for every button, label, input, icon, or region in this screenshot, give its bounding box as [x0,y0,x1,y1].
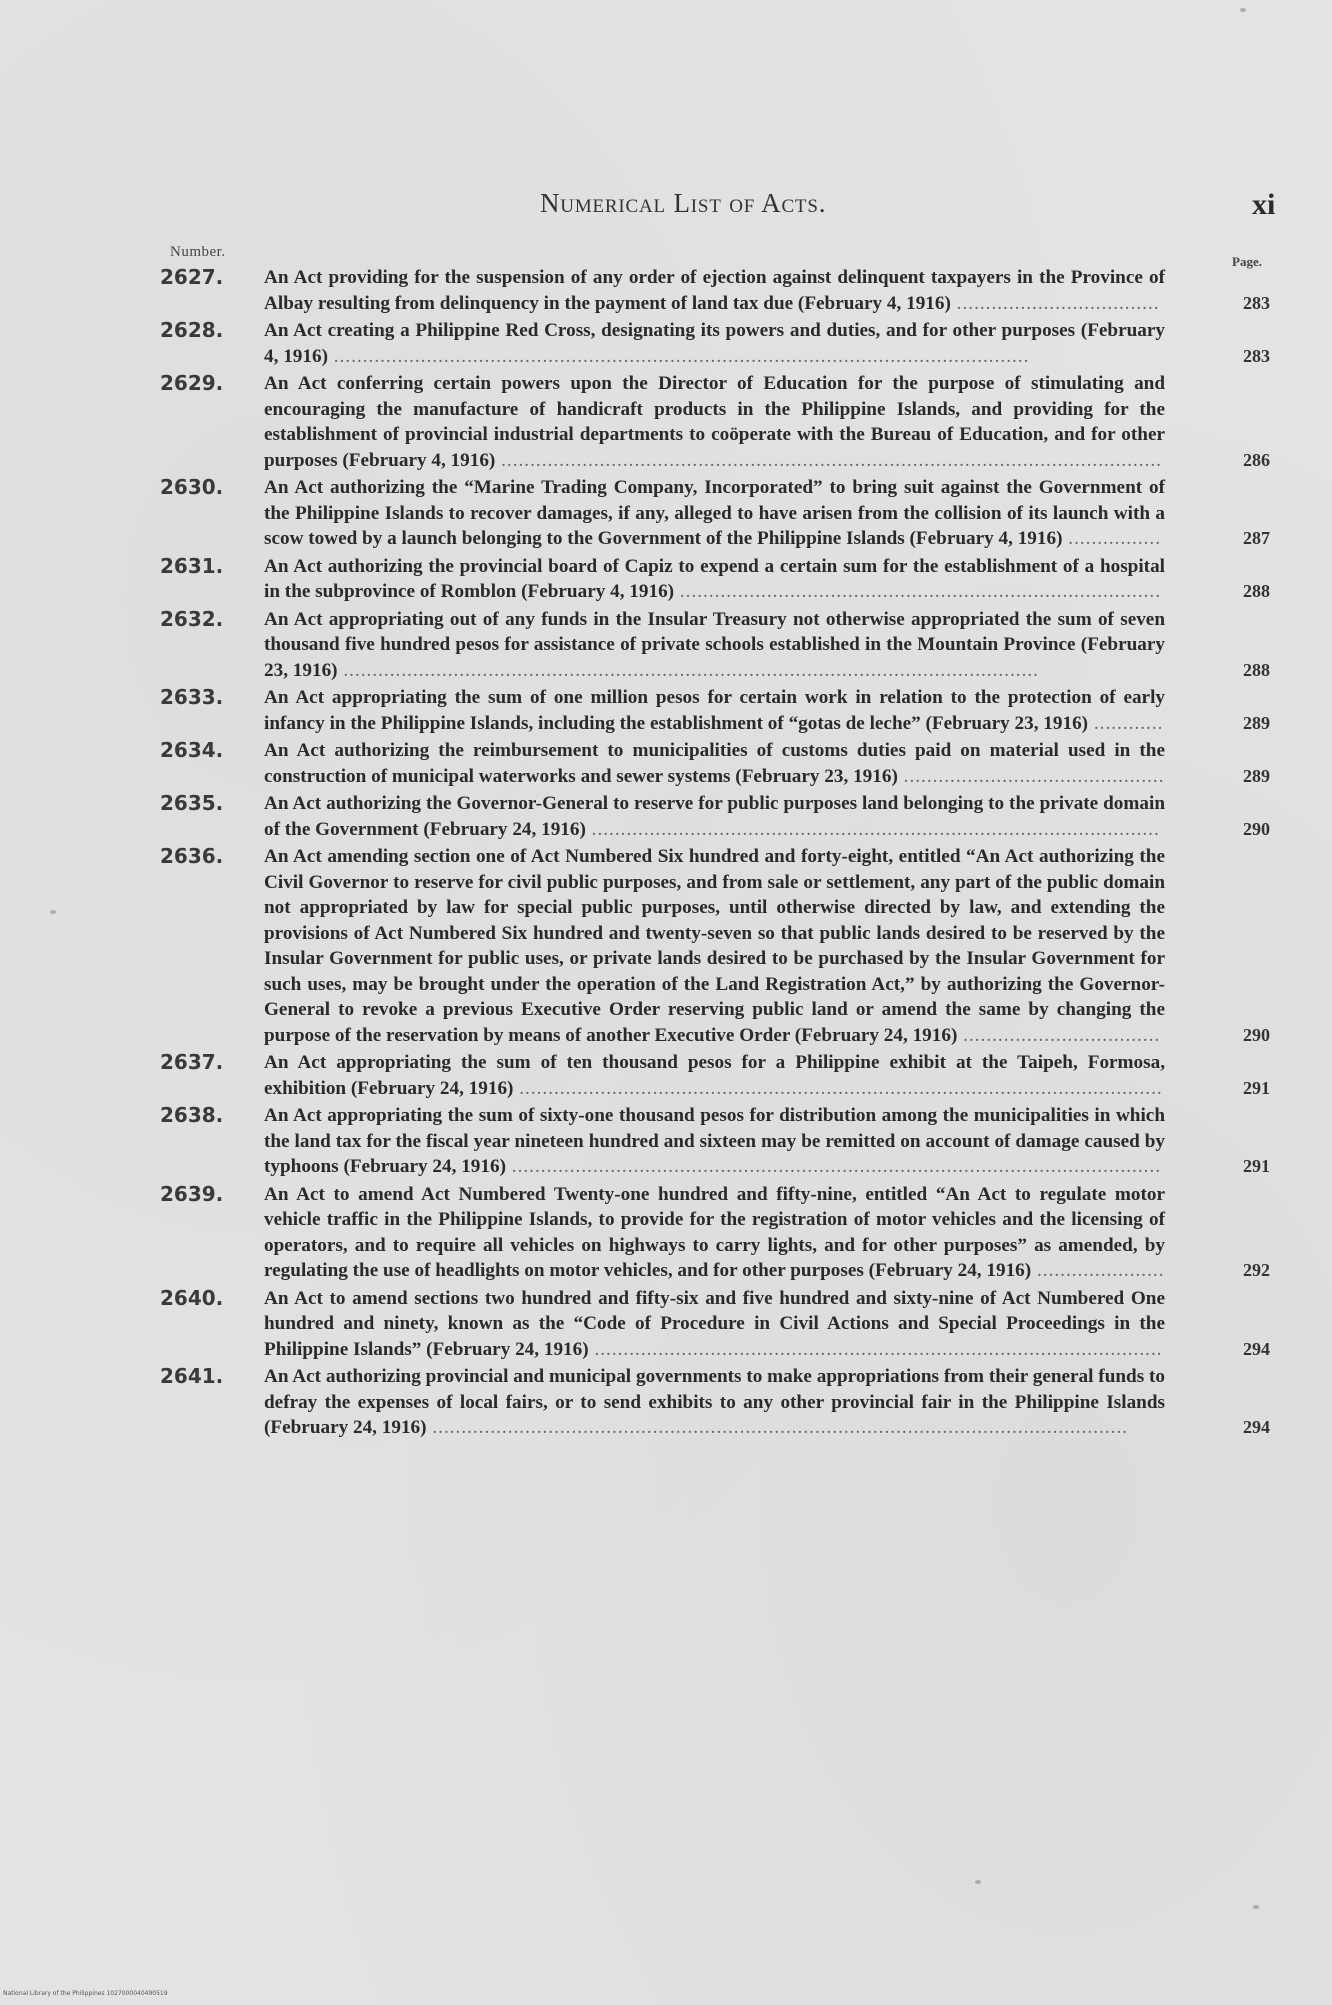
scan-speck [50,910,56,914]
dot-leader: ........................................................................................................................ [426,1417,1128,1438]
act-page-number: 289 [1243,712,1270,733]
dot-leader: ............................................. [897,765,1165,787]
act-description: An Act authorizing the reimbursement to municipalities of customs duties paid on material used in the construction of municipal waterworks and sewer systems (February 23, 1916) [264,740,1165,787]
act-page-number: 283 [1243,292,1270,313]
dot-leader: .................................................................................................................. [495,449,1162,471]
dot-leader: ............ [1088,712,1164,734]
act-page-number: 292 [1243,1260,1270,1280]
dot-leader: ................................... [950,292,1160,314]
act-page-number: 294 [1243,1338,1270,1359]
act-page-number: 290 [1243,818,1270,839]
dot-leader: ...................... [1031,1260,1165,1281]
act-number: 2628. [160,318,224,342]
act-description: An Act appropriating the sum of ten thousand pesos for a Philippine exhibit at the Taipeh, Formosa, exhibition (February 24, 1916) [264,1052,1165,1099]
act-entry [160,1364,1270,1441]
page-title: Numerical List of Acts. [540,188,827,218]
act-description: An Act amending section one of Act Numbered Six hundred and forty-eight, entitled “An Act authorizing the Civil Governor to reserve for civil public purposes, and from sale or settlement, any part of the public domain not appropriated by law for special public purposes, until otherwise directed by law, and extending the provisions of Act Numbered Six hundred and twenty-seven so that public lands desired to be reserved by the Insular Government for public uses, or private lands desired to be purchased by the Insular Government for such uses, may be brought under the operation of the Land Registration Act,” by authorizing the Governor-General to revoke a previous Executive Order reserving public land or amend the same by changing the purpose of the reservation by means of another Executive Order (February 24, 1916) [264,846,1165,1046]
act-entry [160,685,1270,736]
dot-leader: .................................. [957,1024,1161,1046]
act-entry [160,791,1270,842]
act-entry [160,371,1270,473]
act-page-number: 283 [1243,345,1270,366]
act-entry [160,844,1270,1048]
act-number: 2632. [160,606,224,631]
act-page-number: 288 [1243,659,1270,680]
act-description: An Act to amend Act Numbered Twenty-one hundred and fifty-nine, entitled “An Act to regulate motor vehicle traffic in the Philippine Islands, to provide for the registration of motor vehicles and the licensing of operators, and to require all vehicles on highways to carry lights, and for other purposes” as amended, by regulating the use of headlights on motor vehicles, and for other purposes (February 24, 1916) [264,1183,1165,1281]
act-number: 2633. [160,685,224,709]
act-entry [160,554,1270,605]
act-entry [160,738,1270,789]
act-description: An Act appropriating out of any funds in the Insular Treasury not otherwise appropriated the sum of seven thousand five hundred pesos for assistance of private schools established in the Mountain Province (February 23, 1916) [264,608,1165,681]
act-description: An Act conferring certain powers upon the Director of Education for the purpose of stimulating and encouraging the manufacture of handicraft products in the Philippine Islands, and providing for the establishment of provincial industrial departments to coöperate with the Bureau of Education, and for other purposes (February 4, 1916) [264,373,1165,471]
dot-leader: ................ [1062,528,1162,549]
act-number: 2635. [160,791,224,815]
act-number: 2641. [160,1364,224,1388]
act-description: An Act authorizing the provincial board of Capiz to expend a certain sum for the establishment of a hospital in the subprovince of Romblon (February 4, 1916) [264,555,1165,602]
act-number: 2639. [160,1181,224,1206]
dot-leader: .................................................................................................. [588,1338,1163,1360]
library-stamp: National Library of the Philippines 1027000040490519 [3,1990,168,1997]
act-number: 2636. [160,844,224,868]
act-number: 2630. [160,475,224,499]
act-number: 2629. [160,371,224,395]
act-description: An Act to amend sections two hundred and fifty-six and five hundred and sixty-nine of Act Numbered One hundred and ninety, known as the “Code of Procedure in Civil Actions and Special Proceedings in the Philippine Islands” (February 24, 1916) [264,1287,1165,1360]
act-number: 2637. [160,1050,224,1074]
act-page-number: 289 [1243,765,1270,786]
dot-leader: ................................................................................................................ [505,1156,1162,1177]
act-entry [160,1050,1270,1101]
act-description: An Act authorizing the Governor-General to reserve for public purposes land belonging to the private domain of the Government (February 24, 1916) [264,793,1165,840]
act-page-number: 288 [1243,581,1270,601]
act-description: An Act authorizing the “Marine Trading Company, Incorporated” to bring suit against the Government of the Philippine Islands to recover damages, if any, alleged to have arisen from the collision of its launch with a scow towed by a launch belonging to the Government of the Philippine Islands (February 4, 1916) [264,477,1165,549]
act-description: An Act providing for the suspension of any order of ejection against delinquent taxpayers in the Province of Albay resulting from delinquency in the payment of land tax due (February 4, 1916) [264,267,1165,314]
act-entry [160,607,1270,684]
scan-speck [975,1880,981,1884]
act-description: An Act creating a Philippine Red Cross, designating its powers and duties, and for other purposes (February 4, 1916) [264,320,1165,367]
act-page-number: 290 [1243,1024,1270,1045]
act-description: An Act appropriating the sum of sixty-one thousand pesos for distribution among the municipalities in which the land tax for the fiscal year nineteen hundred and sixteen may be remitted on account of damage caused by typhoons (February 24, 1916) [264,1105,1165,1177]
act-description: An Act authorizing provincial and municipal governments to make appropriations from their general funds to defray the expenses of local fairs, or to send exhibits to any other provincial fair in the Philippine Islands (February 24, 1916) [264,1366,1165,1438]
dot-leader: .................................................................................................. [585,818,1160,840]
act-number: 2627. [160,265,224,289]
act-page-number: 291 [1243,1077,1270,1098]
act-entry [160,475,1270,552]
act-number: 2638. [160,1103,224,1127]
page-number: xi [1252,188,1276,221]
column-label-page: Page. [1232,254,1262,269]
act-entry [160,265,1270,316]
dot-leader: ........................................................................................................................ [337,659,1039,681]
act-number: 2631. [160,553,224,578]
scan-speck [1240,8,1246,12]
act-entry [160,318,1270,369]
dot-leader: ............................................................................................................... [513,1077,1163,1099]
act-page-number: 287 [1243,528,1270,548]
running-head [0,188,1332,228]
act-page-number: 286 [1243,449,1270,470]
act-entry [160,1182,1270,1284]
act-entry [160,1286,1270,1363]
act-description: An Act appropriating the sum of one million pesos for certain work in relation to the protection of early infancy in the Philippine Islands, including the establishment of “gotas de leche” (February 23, 1916) [264,687,1165,734]
act-page-number: 291 [1243,1156,1270,1176]
acts-list [160,265,1270,1443]
act-number: 2640. [160,1285,224,1310]
act-number: 2634. [160,738,224,762]
dot-leader: ................................................................................... [674,581,1161,602]
act-page-number: 294 [1243,1417,1270,1437]
scan-speck [1253,1905,1259,1909]
dot-leader: ........................................................................................................................ [327,345,1030,367]
act-entry [160,1103,1270,1180]
column-label-number: Number. [170,244,226,260]
